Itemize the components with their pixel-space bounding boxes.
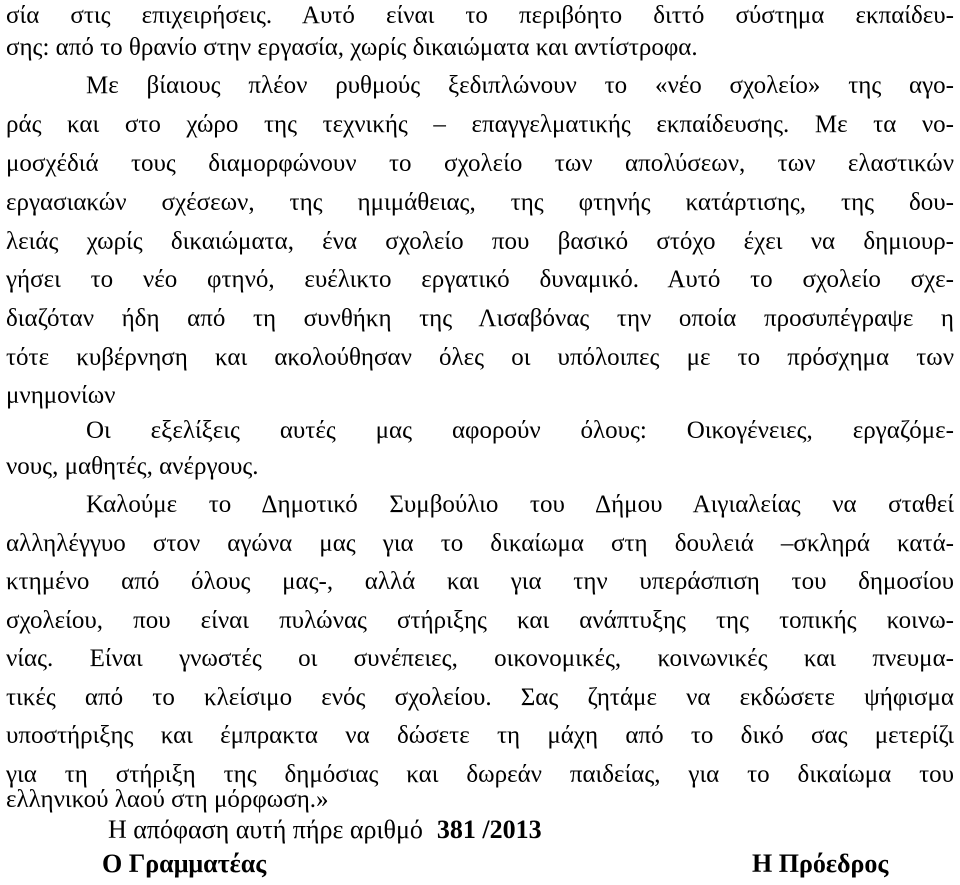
text-line: Καλούμε το Δημοτικό Συμβούλιο του Δήμου Αιγιαλείας να σταθεί (86, 491, 954, 518)
president-signature-label: Η Πρόεδρος (752, 849, 889, 878)
text-line: εργασιακών σχέσεων, της ημιμάθειας, της φτηνής κατάρτισης, της δου- (6, 189, 954, 216)
text-line: τικές από το κλείσιμο ενός σχολείου. Σας ζητάμε να εκδώσετε ψήφισμα (6, 684, 954, 711)
text-line: ράς και στο χώρο της τεχνικής – επαγγελματικής εκπαίδευσης. Με τα νο- (6, 111, 954, 138)
text-line: για τη στήριξη της δημόσιας και δωρεάν παιδείας, για το δικαίωμα του (6, 761, 954, 788)
text-line: αλληλέγγυο στον αγώνα μας για το δικαίωμα στη δουλειά –σκληρά κατά- (6, 530, 954, 557)
text-line: μνημονίων (6, 382, 116, 409)
text-line: Οι εξελίξεις αυτές μας αφορούν όλους: Οικογένειες, εργαζόμε- (86, 417, 954, 444)
text-line: διαζόταν ήδη από τη συνθήκη της Λισαβόνας την οποία προσυπέγραψε η (6, 305, 954, 332)
text-line: μοσχέδιά τους διαμορφώνουν το σχολείο των απολύσεων, των ελαστικών (6, 150, 954, 177)
secretary-signature-label: Ο Γραμματέας (102, 849, 267, 878)
decision-label: Η απόφαση αυτή πήρε αριθμό (108, 815, 423, 844)
text-line: υποστήριξης και έμπρακτα να δώσετε τη μάχη από το δικό σας μετερίζι (6, 722, 954, 749)
text-line: νίας. Είναι γνωστές οι συνέπειες, οικονομικές, κοινωνικές και πνευμα- (6, 645, 954, 672)
decision-number-line (108, 815, 542, 845)
text-line: Με βίαιους πλέον ρυθμούς ξεδιπλώνουν το «νέο σχολείο» της αγο- (86, 72, 954, 99)
text-line: λειάς χωρίς δικαιώματα, ένα σχολείο που βασικό στόχο έχει να δημιουρ- (6, 228, 954, 255)
decision-number: 381 /2013 (436, 815, 542, 844)
text-line: ελληνικού λαού στη μόρφωση.» (6, 786, 329, 813)
text-line: κτημένο από όλους μας-, αλλά και για την υπεράσπιση του δημοσίου (6, 568, 954, 595)
text-line: σχολείου, που είναι πυλώνας στήριξης και ανάπτυξης της τοπικής κοινω- (6, 607, 954, 634)
text-line: γήσει το νέο φτηνό, ευέλικτο εργατικό δυναμικό. Αυτό το σχολείο σχε- (6, 266, 954, 293)
text-line: τότε κυβέρνηση και ακολούθησαν όλες οι υπόλοιπες με το πρόσχημα των (6, 344, 954, 371)
text-line: σης: από το θρανίο στην εργασία, χωρίς δικαιώματα και αντίστροφα. (6, 34, 698, 61)
text-line: νους, μαθητές, ανέργους. (6, 453, 259, 480)
text-line: σία στις επιχειρήσεις. Αυτό είναι το περιβόητο διττό σύστημα εκπαίδευ- (6, 2, 954, 29)
